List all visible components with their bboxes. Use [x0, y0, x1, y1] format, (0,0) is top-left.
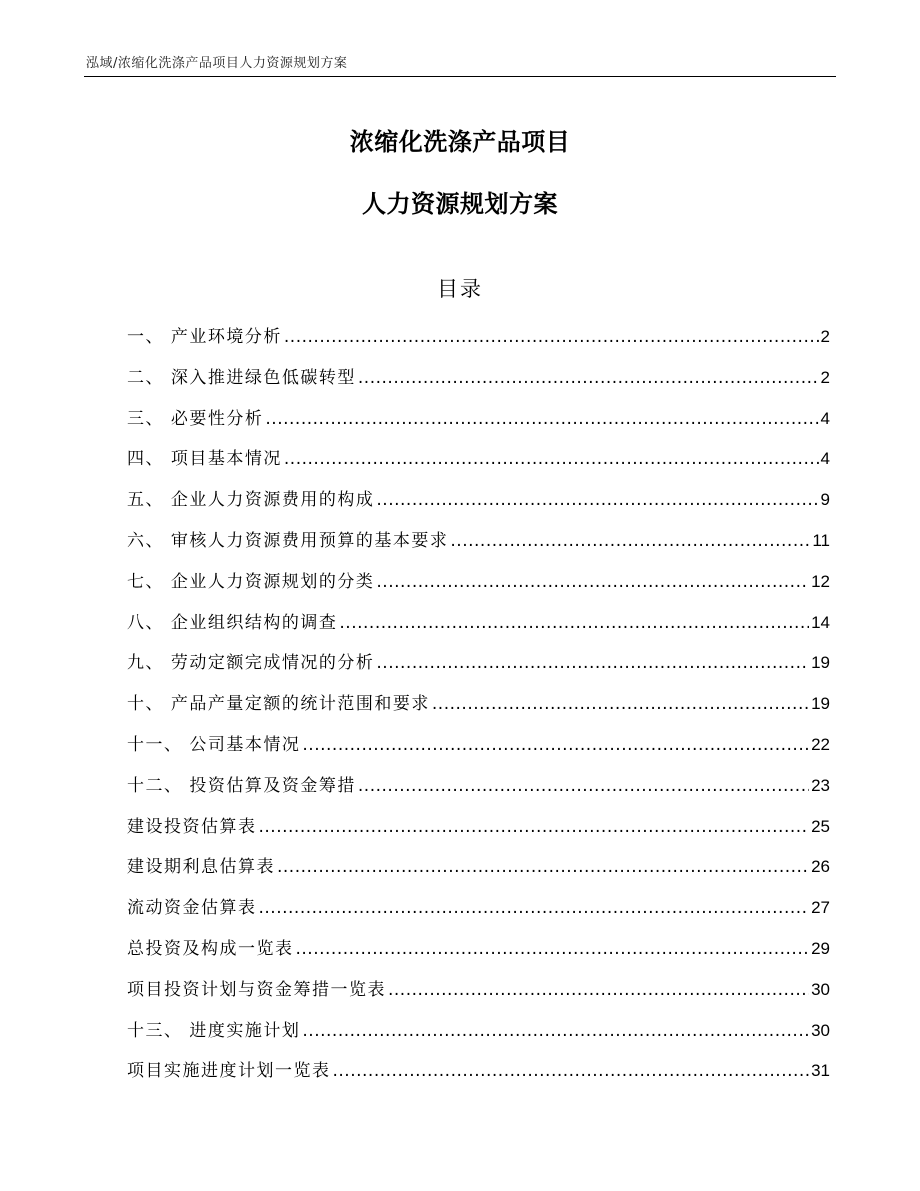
document-title-line1: 浓缩化洗涤产品项目 — [349, 128, 571, 156]
toc-entry-page-number: 19 — [811, 694, 830, 714]
toc-entry-label: 十二、 投资估算及资金筹措 — [127, 775, 356, 796]
toc-dot-leader — [333, 1059, 810, 1083]
toc-entry-page-number: 12 — [811, 571, 830, 591]
toc-entry-page-number: 27 — [811, 898, 830, 918]
toc-dot-leader — [302, 733, 809, 757]
toc-entry-label: 七、 企业人力资源规划的分类 — [127, 571, 375, 592]
toc-entry[interactable] — [127, 978, 830, 1019]
toc-entry-page-number: 14 — [811, 612, 830, 632]
toc-dot-leader — [358, 774, 809, 798]
toc-entry-page-number: 9 — [820, 490, 830, 510]
toc-entry[interactable] — [127, 447, 830, 488]
toc-dot-leader — [388, 978, 809, 1002]
toc-entry-label: 二、 深入推进绿色低碳转型 — [127, 367, 356, 388]
running-header: 泓域/浓缩化洗涤产品项目人力资源规划方案 — [86, 56, 348, 71]
toc-entry[interactable] — [127, 529, 830, 570]
toc-entry-page-number: 31 — [811, 1061, 830, 1081]
toc-entry-page-number: 30 — [811, 979, 830, 999]
toc-entry-label: 项目投资计划与资金筹措一览表 — [127, 979, 386, 1000]
toc-entry-label: 总投资及构成一览表 — [127, 938, 294, 959]
toc-entry-label: 十三、 进度实施计划 — [127, 1020, 301, 1041]
toc-dot-leader — [259, 896, 810, 920]
toc-entry-label: 六、 审核人力资源费用预算的基本要求 — [127, 530, 449, 551]
toc-entry-page-number: 4 — [820, 449, 830, 469]
toc-entry[interactable] — [127, 611, 830, 652]
toc-entry[interactable] — [127, 815, 830, 856]
header-rule — [84, 76, 836, 77]
toc-entry-page-number: 29 — [811, 938, 830, 958]
toc-entry-label: 四、 项目基本情况 — [127, 449, 282, 470]
toc-entry-label: 八、 企业组织结构的调查 — [127, 612, 338, 633]
toc-entry-label: 十、 产品产量定额的统计范围和要求 — [127, 694, 430, 715]
toc-entry-page-number: 23 — [811, 775, 830, 795]
toc-entry[interactable] — [127, 366, 830, 407]
toc-entry[interactable] — [127, 651, 830, 692]
toc-entry-label: 流动资金估算表 — [127, 898, 257, 919]
toc-entry-page-number: 22 — [811, 734, 830, 754]
toc-entry[interactable] — [127, 855, 830, 896]
toc-dot-leader — [296, 937, 810, 961]
toc-entry[interactable] — [127, 692, 830, 733]
toc-dot-leader — [284, 447, 819, 471]
toc-dot-leader — [376, 488, 818, 512]
toc-entry-label: 十一、 公司基本情况 — [127, 734, 301, 755]
toc-entry[interactable] — [127, 896, 830, 937]
toc-entry-label: 建设期利息估算表 — [127, 857, 275, 878]
table-of-contents — [127, 325, 830, 1100]
toc-entry-page-number: 2 — [820, 327, 830, 346]
toc-entry-page-number: 11 — [812, 530, 830, 550]
toc-entry[interactable] — [127, 937, 830, 978]
toc-entry[interactable] — [127, 488, 830, 529]
toc-entry[interactable] — [127, 774, 830, 815]
toc-dot-leader — [284, 325, 819, 349]
toc-dot-leader — [376, 570, 809, 594]
toc-entry-page-number: 25 — [811, 816, 830, 836]
toc-entry[interactable] — [127, 325, 830, 366]
toc-dot-leader — [339, 611, 809, 635]
toc-entry-page-number: 30 — [811, 1020, 830, 1040]
toc-dot-leader — [265, 407, 818, 431]
toc-entry[interactable] — [127, 570, 830, 611]
toc-entry-label: 三、 必要性分析 — [127, 408, 264, 429]
toc-dot-leader — [358, 366, 819, 390]
toc-dot-leader — [376, 651, 809, 675]
toc-entry-label: 一、 产业环境分析 — [127, 327, 282, 347]
toc-entry-label: 九、 劳动定额完成情况的分析 — [127, 653, 375, 674]
toc-dot-leader — [432, 692, 809, 716]
toc-dot-leader — [259, 815, 810, 839]
toc-entry[interactable] — [127, 407, 830, 448]
toc-entry-page-number: 2 — [820, 367, 830, 387]
toc-entry-label: 五、 企业人力资源费用的构成 — [127, 490, 375, 511]
toc-heading: 目录 — [437, 277, 483, 301]
toc-entry-label: 项目实施进度计划一览表 — [127, 1061, 331, 1082]
toc-entry-page-number: 19 — [811, 653, 830, 673]
toc-dot-leader — [277, 855, 809, 879]
toc-entry[interactable] — [127, 1059, 830, 1100]
document-title-line2: 人力资源规划方案 — [362, 190, 558, 218]
toc-entry-page-number: 26 — [811, 857, 830, 877]
toc-entry-page-number: 4 — [820, 408, 830, 428]
toc-entry[interactable] — [127, 1019, 830, 1060]
toc-dot-leader — [450, 529, 810, 553]
toc-dot-leader — [302, 1019, 809, 1043]
toc-entry-label: 建设投资估算表 — [127, 816, 257, 837]
toc-entry[interactable] — [127, 733, 830, 774]
